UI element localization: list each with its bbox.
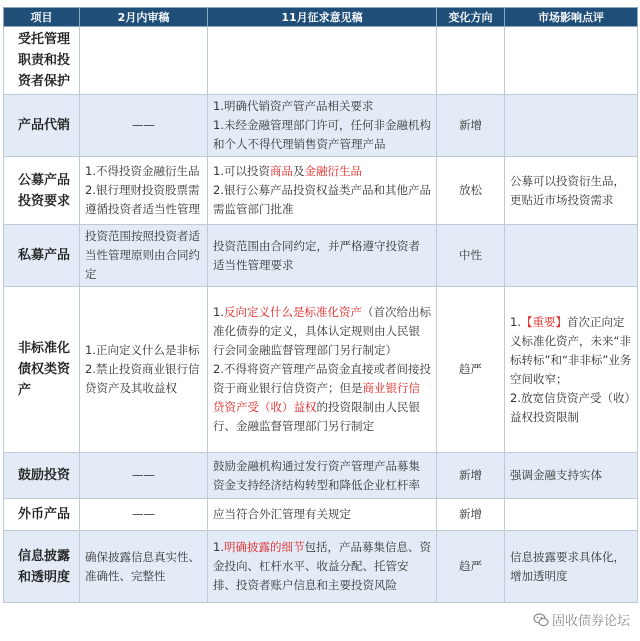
table-header-row (4, 8, 638, 27)
cell-feb-draft (80, 157, 208, 225)
text-segment: 1. (213, 305, 224, 319)
cell-item: 信息披露和透明度 (4, 531, 80, 603)
watermark (533, 610, 630, 629)
cell-market-comment (505, 157, 638, 225)
text-segment: 公募可以投资衍生品，更贴近市场投资需求 (510, 173, 625, 207)
nov-line (213, 303, 431, 360)
cell-nov-draft (208, 287, 437, 453)
comparison-table (3, 7, 638, 603)
text-segment: 包括，产品募集信息、资金投向、杠杆水平、收益分配、托管安排、投资者账户信息和主要投资风险 (213, 540, 431, 592)
nov-line (213, 97, 431, 116)
table-row (4, 225, 638, 287)
cell-direction: 中性 (437, 225, 505, 287)
text-segment: 信息披露要求具体化，增加透明度 (510, 549, 625, 583)
feb-line: —— (132, 507, 155, 521)
text-segment: 1.可以投资 (213, 164, 270, 178)
nov-line (213, 116, 431, 154)
cell-nov-draft (208, 95, 437, 157)
nov-line (213, 162, 431, 181)
nov-line (213, 505, 431, 524)
cell-item: 公募产品投资要求 (4, 157, 80, 225)
cell-direction: 新增 (437, 95, 505, 157)
highlight-text: 金融衍生品 (304, 164, 362, 178)
table-row (4, 499, 638, 531)
watermark-text: 固收债券论坛 (551, 614, 630, 629)
table-row (4, 531, 638, 603)
feb-line: 投资范围按照投资者适当性管理原则由合同约定 (85, 229, 200, 281)
cell-direction: 新增 (437, 453, 505, 499)
text-segment: 2.放宽信贷资产受（收）益权投资限制 (510, 390, 631, 424)
feb-line: 1.正向定义什么是非标 (85, 343, 200, 357)
text-segment: 首次正向定义标准化资产，未来“非标转标”和“非非标”业务空间收窄； (510, 314, 632, 386)
cell-feb-draft (80, 225, 208, 287)
header-item: 项目 (4, 8, 80, 27)
cell-direction: 趋严 (437, 531, 505, 603)
text-segment: 2.银行公募产品投资权益类产品和其他产品需监管部门批准 (213, 183, 431, 216)
text-segment: 2.不得将资产管理产品资金直接或者间接投资于商业银行信贷资产；但是 (213, 362, 431, 395)
feb-line: 2.银行理财投资股票需遵循投资者适当性管理 (85, 183, 200, 216)
highlight-text: 明确披露的细节 (223, 540, 305, 554)
cell-nov-draft (208, 157, 437, 225)
cell-market-comment (505, 531, 638, 603)
cell-item: 受托管理职责和投资者保护 (4, 27, 80, 95)
feb-line: —— (132, 468, 155, 482)
cell-item: 私募产品 (4, 225, 80, 287)
cell-feb-draft (80, 27, 208, 95)
cell-direction: 新增 (437, 499, 505, 531)
cell-feb-draft (80, 95, 208, 157)
cell-market-comment (505, 453, 638, 499)
nov-line (213, 538, 431, 595)
header-nov-draft: 11月征求意见稿 (208, 8, 437, 27)
cell-nov-draft (208, 453, 437, 499)
text-segment: （首次给出标准化债券的定义，具体认定规则由人民银行会同金融监督管理部门另行制定） (213, 305, 431, 357)
text-segment: 1. (213, 540, 224, 554)
cell-item: 鼓励投资 (4, 453, 80, 499)
header-market-comment: 市场影响点评 (505, 8, 638, 27)
table-row (4, 95, 638, 157)
table-body (4, 27, 638, 603)
table-row (4, 157, 638, 225)
text-segment: 的投资限制由人民银行、金融监督管理部门另行制定 (213, 400, 420, 433)
text-segment: 投资范围由合同约定，并严格遵守投资者适当性管理要求 (213, 238, 420, 272)
text-segment: 应当符合外汇管理有关规定 (213, 507, 351, 521)
cell-market-comment (505, 225, 638, 287)
cell-direction (437, 27, 505, 95)
comment-line (510, 172, 632, 210)
cell-feb-draft (80, 531, 208, 603)
nov-line (213, 181, 431, 219)
text-segment: 1.明确代销资产管产品相关要求 (213, 99, 374, 113)
table-row (4, 453, 638, 499)
text-segment: 强调金融支持实体 (510, 468, 602, 482)
cell-nov-draft (208, 225, 437, 287)
cell-direction: 趋严 (437, 287, 505, 453)
cell-feb-draft (80, 499, 208, 531)
cell-nov-draft (208, 499, 437, 531)
highlight-text: 反向定义什么是标准化资产 (223, 305, 362, 319)
comment-line (510, 389, 632, 427)
cell-item: 产品代销 (4, 95, 80, 157)
feb-line: 1.不得投资金融衍生品 (85, 164, 200, 178)
cell-market-comment (505, 27, 638, 95)
cell-item: 非标准化债权类资产 (4, 287, 80, 453)
cell-market-comment (505, 95, 638, 157)
table-row (4, 287, 638, 453)
cell-market-comment (505, 499, 638, 531)
text-segment: 鼓励金融机构通过发行资产管理产品募集资金支持经济结构转型和降低企业杠杆率 (213, 458, 420, 492)
highlight-text: 商业银行信贷资产受（收）益权 (213, 381, 420, 414)
header-direction: 变化方向 (437, 8, 505, 27)
header-feb-draft: 2月内审稿 (80, 8, 208, 27)
nov-line (213, 237, 431, 275)
text-segment: 1. (510, 314, 521, 329)
wechat-icon (533, 612, 549, 628)
cell-nov-draft (208, 531, 437, 603)
feb-line: 确保披露信息真实性、准确性、完整性 (85, 549, 200, 583)
text-segment: 1.未经金融管理部门许可，任何非金融机构和个人不得代理销售资产管理产品 (213, 118, 431, 151)
nov-line (213, 360, 431, 436)
cell-feb-draft (80, 287, 208, 453)
cell-nov-draft (208, 27, 437, 95)
nov-line (213, 457, 431, 495)
comment-line (510, 466, 632, 485)
text-segment: 及 (292, 164, 305, 178)
highlight-text: 【重要】 (520, 314, 567, 329)
table-row (4, 27, 638, 95)
cell-market-comment (505, 287, 638, 453)
feb-line: —— (132, 118, 155, 132)
comment-line (510, 313, 632, 389)
comment-line (510, 548, 632, 586)
cell-item: 外币产品 (4, 499, 80, 531)
feb-line: 2.禁止投资商业银行信贷资产及其收益权 (85, 362, 200, 395)
cell-direction: 放松 (437, 157, 505, 225)
cell-feb-draft (80, 453, 208, 499)
highlight-text: 商品 (269, 164, 293, 178)
